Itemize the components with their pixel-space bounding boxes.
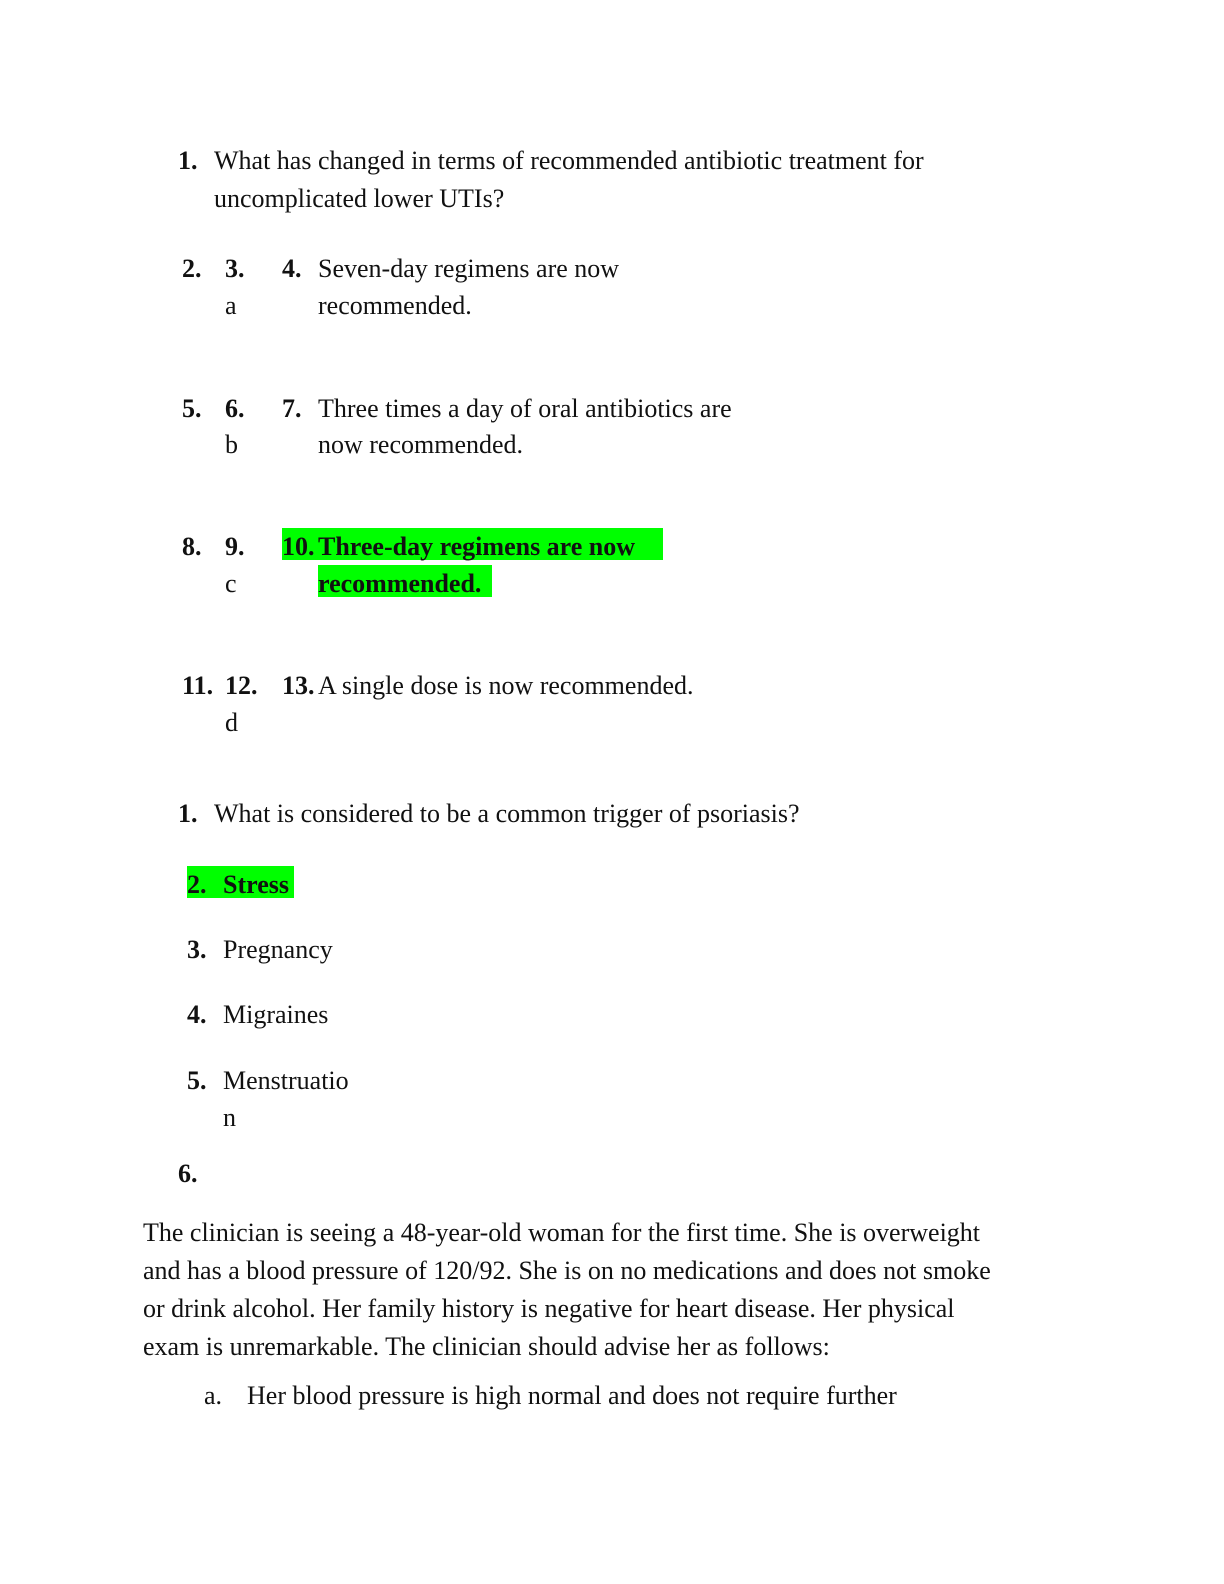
q1-opt-c-num1: 8. — [182, 532, 202, 561]
q3-paragraph-line3: or drink alcohol. Her family history is negative for heart disease. Her physical — [143, 1294, 955, 1323]
q1-opt-c-num2: 9. — [225, 532, 245, 561]
q1-number: 1. — [178, 146, 198, 175]
q2-opt-menstruation-num: 5. — [187, 1066, 207, 1095]
q1-opt-d-num2: 12. — [225, 671, 258, 700]
q2-opt-migraines-label[interactable]: Migraines — [223, 1000, 329, 1029]
q1-opt-d-letter: d — [225, 708, 238, 737]
q1-opt-b-num3: 7. — [282, 394, 302, 423]
q2-opt-menstruation-label[interactable]: Menstruatio — [223, 1066, 349, 1095]
q3-paragraph-line1: The clinician is seeing a 48-year-old woman for the first time. She is overweight — [143, 1218, 981, 1247]
q2-opt-migraines-num: 4. — [187, 1000, 207, 1029]
q1-text-line1: What has changed in terms of recommended antibiotic treatment for — [214, 146, 924, 175]
q1-opt-b-letter: b — [225, 430, 238, 459]
q3-opt-a-letter: a. — [204, 1381, 223, 1410]
q1-opt-b-num1: 5. — [182, 394, 202, 423]
q1-opt-c-line2[interactable]: recommended. — [318, 569, 482, 598]
q1-opt-d-num3: 13. — [282, 671, 315, 700]
q3-paragraph-line4: exam is unremarkable. The clinician should advise her as follows: — [143, 1332, 830, 1361]
q3-paragraph-line2: and has a blood pressure of 120/92. She is on no medications and does not smoke — [143, 1256, 991, 1285]
q2-opt-stress-label[interactable]: Stress — [223, 870, 289, 899]
q1-opt-a-num3: 4. — [282, 254, 302, 283]
q1-opt-b-line2[interactable]: now recommended. — [318, 430, 524, 459]
q2-opt-menstruation-label-wrap[interactable]: n — [223, 1103, 236, 1132]
q1-opt-c-num3: 10. — [282, 532, 315, 561]
q2-text: What is considered to be a common trigger of psoriasis? — [214, 799, 800, 828]
q2-opt-pregnancy-label[interactable]: Pregnancy — [223, 935, 333, 964]
q2-opt-stress-num: 2. — [187, 870, 207, 899]
q1-opt-a-num1: 2. — [182, 254, 202, 283]
q1-opt-b-line1[interactable]: Three times a day of oral antibiotics are — [318, 394, 732, 423]
q1-opt-c-letter: c — [225, 569, 237, 598]
q1-opt-a-num2: 3. — [225, 254, 245, 283]
q1-opt-c-line1[interactable]: Three-day regimens are now — [318, 532, 636, 561]
q1-opt-b-num2: 6. — [225, 394, 245, 423]
q2-opt-pregnancy-num: 3. — [187, 935, 207, 964]
q3-opt-a-text[interactable]: Her blood pressure is high normal and does not require further — [247, 1381, 897, 1410]
q1-opt-a-line2[interactable]: recommended. — [318, 291, 472, 320]
q2-number: 1. — [178, 799, 198, 828]
q1-text-line2: uncomplicated lower UTIs? — [214, 184, 505, 213]
q1-opt-d-line1[interactable]: A single dose is now recommended. — [318, 671, 694, 700]
q1-opt-a-letter: a — [225, 291, 237, 320]
q1-opt-d-num1: 11. — [182, 671, 214, 700]
q2-trailing-number: 6. — [178, 1159, 198, 1188]
q1-opt-a-line1[interactable]: Seven-day regimens are now — [318, 254, 620, 283]
